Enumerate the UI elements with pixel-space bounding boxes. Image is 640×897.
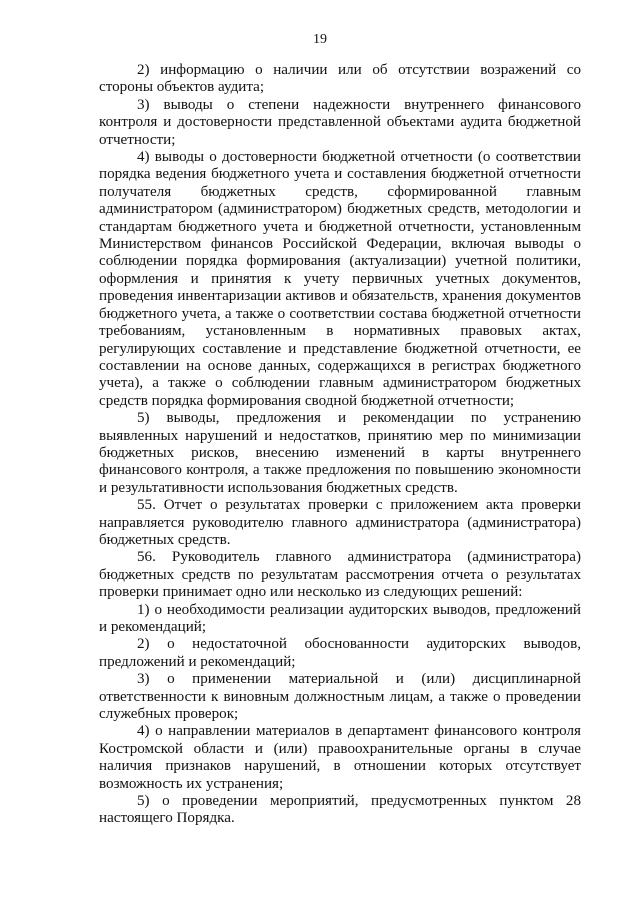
paragraph: 3) о применении материальной и (или) дисциплинарной ответственности к виновным должностным лицам, а также о проведении служебных проверок;: [99, 671, 581, 723]
paragraph: 3) выводы о степени надежности внутреннего финансового контроля и достоверности представленной объектами аудита бюджетной отчетности;: [99, 96, 581, 148]
paragraph: 5) о проведении мероприятий, предусмотренных пунктом 28 настоящего Порядка.: [99, 793, 581, 827]
paragraph: 5) выводы, предложения и рекомендации по устранению выявленных нарушений и недостатков, принятию мер по минимизации бюджетных рисков, внесению изменений в карты внутреннего финансового контроля, а также предложения по повышению экономности и результативности использования бюджетных средств.: [99, 410, 581, 496]
document-body: [99, 62, 581, 828]
paragraph: 2) о недостаточной обоснованности аудиторских выводов, предложений и рекомендаций;: [99, 636, 581, 670]
paragraph: 2) информацию о наличии или об отсутствии возражений со стороны объектов аудита;: [99, 62, 581, 96]
paragraph: 56. Руководитель главного администратора (администратора) бюджетных средств по результатам рассмотрения отчета о результатах проверки принимает одно или несколько из следующих решений:: [99, 549, 581, 601]
paragraph: 55. Отчет о результатах проверки с приложением акта проверки направляется руководителю главного администратора (администратора) бюджетных средств.: [99, 497, 581, 548]
paragraph: 4) о направлении материалов в департамент финансового контроля Костромской области и (или) правоохранительные органы в случае наличия признаков нарушений, в отношении которых отсутствует возможность их устранения;: [99, 723, 581, 792]
page-number: 19: [313, 32, 327, 47]
paragraph: 1) о необходимости реализации аудиторских выводов, предложений и рекомендаций;: [99, 601, 581, 635]
paragraph: 4) выводы о достоверности бюджетной отчетности (о соответствии порядка ведения бюджетного учета и составления бюджетной отчетности получателя бюджетных средств, сформированной главным администратором (администратором) бюджетных средств, методологии и стандартам бюджетного учета и бюджетной отчетности, установленным Министерством финансов Российской Федерации, включая выводы о соблюдении порядка формирования (актуализации) учетной политики, оформления и принятия к учету первичных учетных документов, проведения инвентаризации активов и обязательств, хранения документов бюджетного учета, а также о соответствии состава бюджетной отчетности требованиям, установленным в нормативных правовых актах, регулирующих составление и представление бюджетной отчетности, ее составлении на основе данных, содержащихся в регистрах бюджетного учета), а также о соблюдении главным администратором бюджетных средств порядка формирования сводной бюджетной отчетности;: [99, 149, 581, 409]
